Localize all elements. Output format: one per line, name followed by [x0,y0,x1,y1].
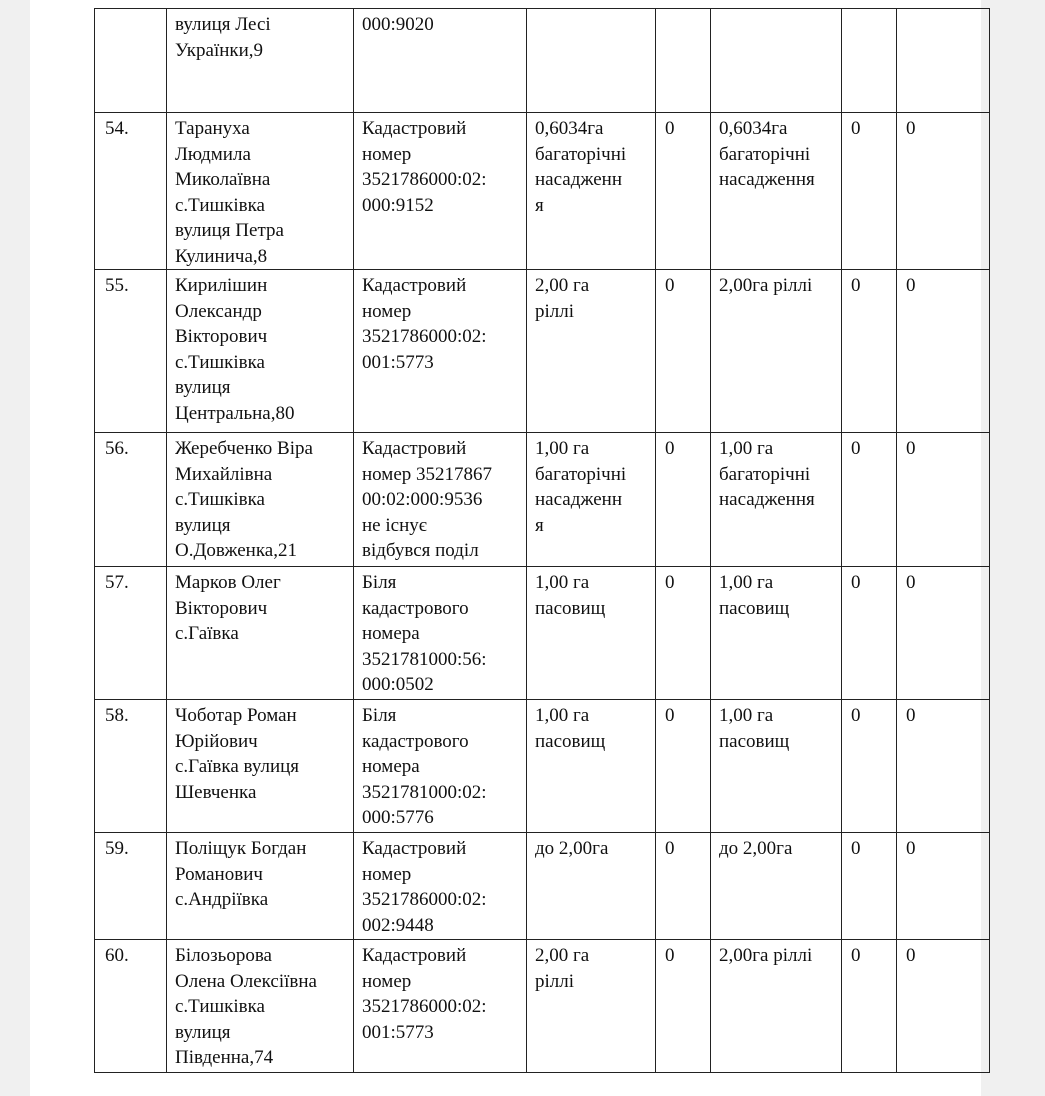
owner-cell: Чоботар Роман Юрійович с.Гаївка вулиця Шевченка [167,700,354,833]
value-cell: 0 [656,940,711,1073]
value-cell: 0 [897,567,990,700]
owner-cell: Білозьорова Олена Олексіївна с.Тишківка вулиця Південна,74 [167,940,354,1073]
cadastre-cell: Біля кадастрового номера 3521781000:02: 000:5776 [354,700,527,833]
area-allocated-cell: 2,00га ріллі [711,270,842,433]
value-cell: 0 [842,567,897,700]
area-allocated-cell: 2,00га ріллі [711,940,842,1073]
table-row [95,113,990,270]
value-cell: 0 [656,113,711,270]
area-allocated-cell [711,9,842,113]
area-cell: 2,00 га ріллі [527,270,656,433]
area-allocated-cell: 0,6034га багаторічні насадження [711,113,842,270]
value-cell: 0 [656,433,711,567]
area-cell: 2,00 га ріллі [527,940,656,1073]
table-row [95,9,990,113]
row-number: 59. [95,833,167,940]
cadastre-cell: Кадастровий номер 3521786000:02: 001:5773 [354,270,527,433]
value-cell: 0 [897,940,990,1073]
value-cell [656,9,711,113]
value-cell: 0 [842,270,897,433]
cadastre-cell: Кадастровий номер 3521786000:02: 000:9152 [354,113,527,270]
cadastre-cell: Кадастровий номер 3521786000:02: 002:9448 [354,833,527,940]
area-cell: 0,6034га багаторічні насадженн я [527,113,656,270]
area-allocated-cell: 1,00 га багаторічні насадження [711,433,842,567]
table-row [95,940,990,1073]
value-cell: 0 [842,833,897,940]
value-cell: 0 [842,940,897,1073]
value-cell: 0 [656,833,711,940]
area-allocated-cell: 1,00 га пасовищ [711,700,842,833]
area-cell: 1,00 га пасовищ [527,567,656,700]
area-cell: 1,00 га багаторічні насадженн я [527,433,656,567]
cadastre-cell: 000:9020 [354,9,527,113]
cadastre-cell: Біля кадастрового номера 3521781000:56: 000:0502 [354,567,527,700]
row-number: 57. [95,567,167,700]
document-page [30,0,981,1096]
table-row [95,833,990,940]
row-number: 55. [95,270,167,433]
value-cell: 0 [842,113,897,270]
owner-cell: Поліщук Богдан Романович с.Андріївка [167,833,354,940]
row-number: 58. [95,700,167,833]
value-cell: 0 [656,567,711,700]
owner-cell: Тарануха Людмила Миколаївна с.Тишківка вулиця Петра Кулинича,8 [167,113,354,270]
land-plots-table [94,8,990,1073]
table-row [95,567,990,700]
value-cell: 0 [897,270,990,433]
area-allocated-cell: 1,00 га пасовищ [711,567,842,700]
row-number: 56. [95,433,167,567]
owner-cell: Кирилішин Олександр Вікторович с.Тишківка вулиця Центральна,80 [167,270,354,433]
value-cell: 0 [842,433,897,567]
value-cell: 0 [897,113,990,270]
row-number: 60. [95,940,167,1073]
table-body [95,9,990,1073]
area-cell: 1,00 га пасовищ [527,700,656,833]
table-row [95,433,990,567]
cadastre-cell: Кадастровий номер 35217867 00:02:000:9536 не існує відбувся поділ [354,433,527,567]
value-cell: 0 [842,700,897,833]
area-cell [527,9,656,113]
table-row [95,270,990,433]
table-row [95,700,990,833]
owner-cell: Марков Олег Вікторович с.Гаївка [167,567,354,700]
area-allocated-cell: до 2,00га [711,833,842,940]
value-cell: 0 [656,700,711,833]
value-cell: 0 [897,833,990,940]
value-cell: 0 [656,270,711,433]
value-cell [842,9,897,113]
area-cell: до 2,00га [527,833,656,940]
row-number [95,9,167,113]
value-cell [897,9,990,113]
value-cell: 0 [897,433,990,567]
row-number: 54. [95,113,167,270]
value-cell: 0 [897,700,990,833]
owner-cell: Жеребченко Віра Михайлівна с.Тишківка вулиця О.Довженка,21 [167,433,354,567]
cadastre-cell: Кадастровий номер 3521786000:02: 001:5773 [354,940,527,1073]
owner-cell: вулиця Лесі Українки,9 [167,9,354,113]
